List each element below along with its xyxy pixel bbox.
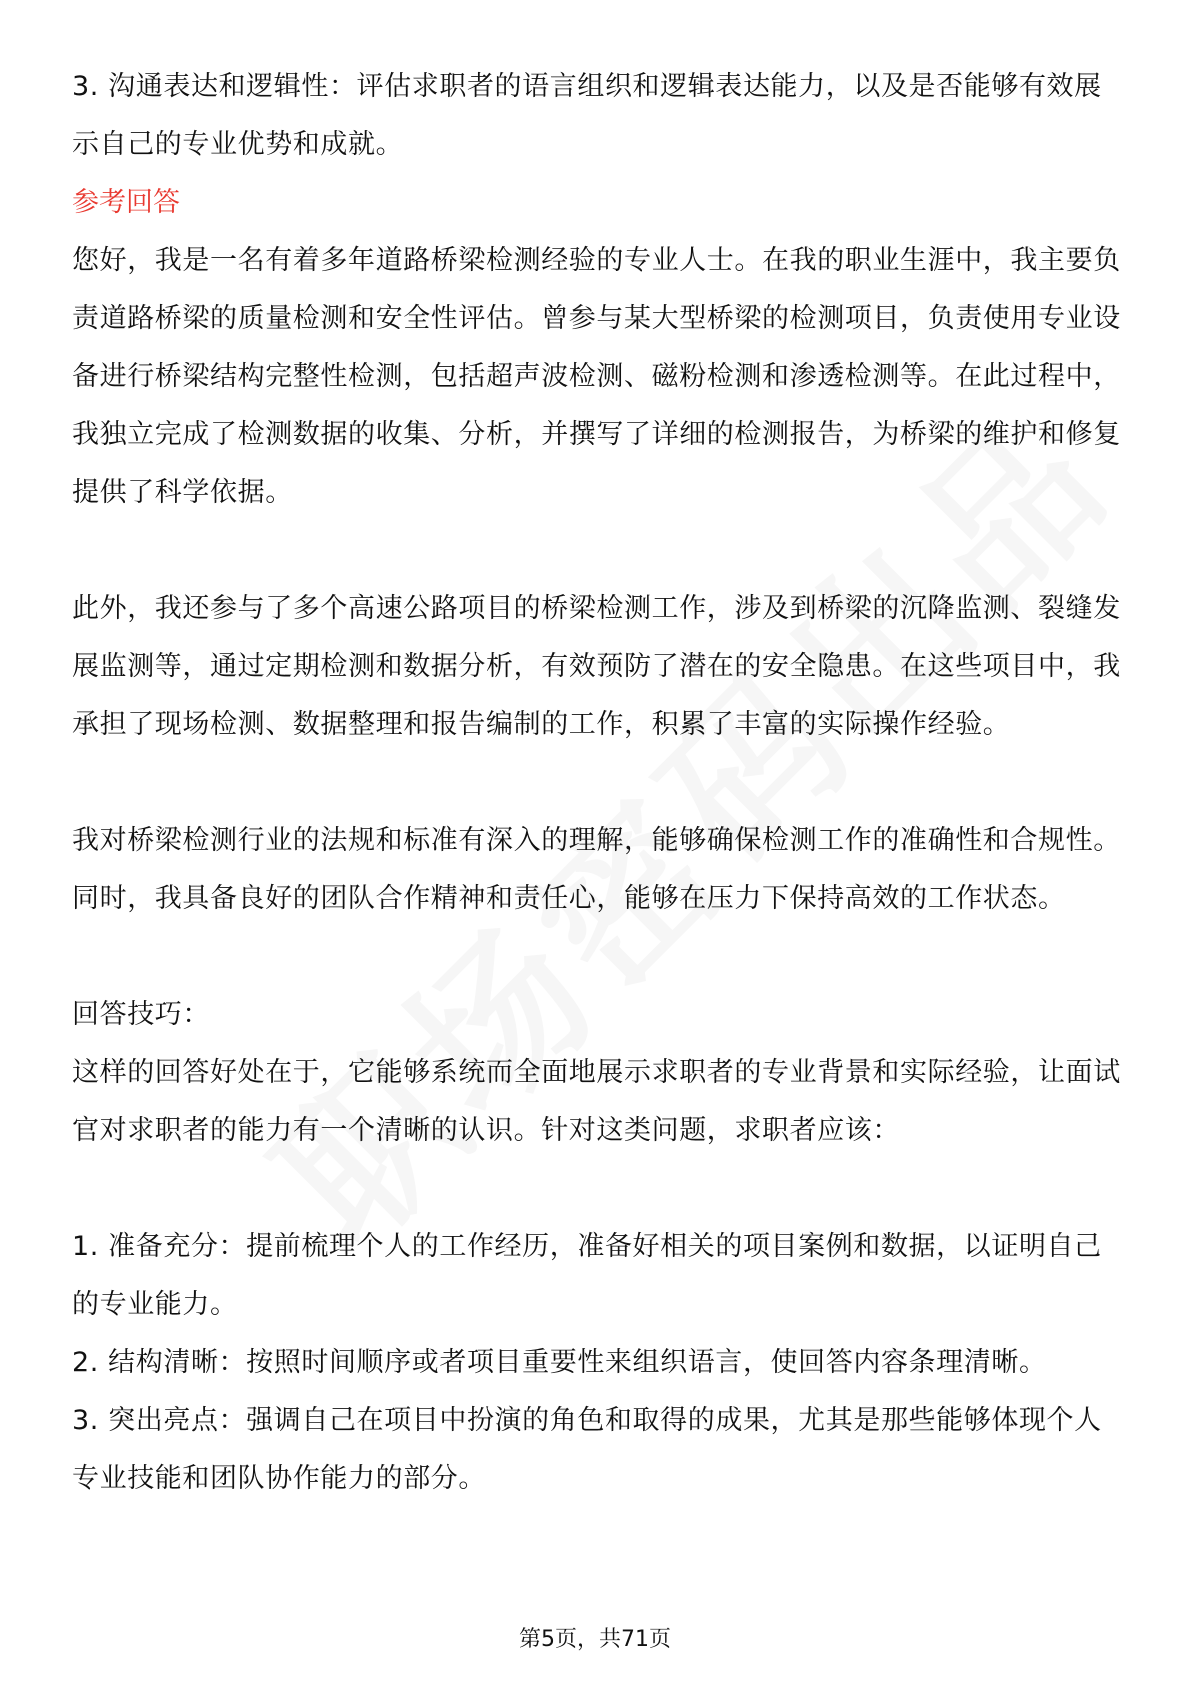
answer-paragraph-2: 此外，我还参与了多个高速公路项目的桥梁检测工作，涉及到桥梁的沉降监测、裂缝发展监测等，通过定期检测和数据分析，有效预防了潜在的安全隐患。在这些项目中，我承担了现场检测、数据整理和报告编制的工作，积累了丰富的实际操作经验。 [72,593,1121,740]
criteria-item-3: 3. 沟通表达和逻辑性：评估求职者的语言组织和逻辑表达能力，以及是否能够有效展示自己的专业优势和成就。 [72,71,1102,160]
tip-item-1: 1. 准备充分：提前梳理个人的工作经历，准备好相关的项目案例和数据，以证明自己的专业能力。 [72,1231,1102,1320]
spacer [72,522,1122,580]
reference-answer-heading: 参考回答 [72,187,180,218]
tips-title: 回答技巧： [72,999,210,1030]
page-number: 第5页，共71页 [519,1627,671,1652]
page-content [72,58,1122,1508]
spacer [72,754,1122,812]
answer-paragraph-1: 您好，我是一名有着多年道路桥梁检测经验的专业人士。在我的职业生涯中，我主要负责道路桥梁的质量检测和安全性评估。曾参与某大型桥梁的检测项目，负责使用专业设备进行桥梁结构完整性检测，包括超声波检测、磁粉检测和渗透检测等。在此过程中，我独立完成了检测数据的收集、分析，并撰写了详细的检测报告，为桥梁的维护和修复提供了科学依据。 [72,245,1121,508]
tip-item-3: 3. 突出亮点：强调自己在项目中扮演的角色和取得的成果，尤其是那些能够体现个人专业技能和团队协作能力的部分。 [72,1405,1102,1494]
tip-item-2: 2. 结构清晰：按照时间顺序或者项目重要性来组织语言，使回答内容条理清晰。 [72,1347,1047,1378]
spacer [72,928,1122,986]
tips-intro: 这样的回答好处在于，它能够系统而全面地展示求职者的专业背景和实际经验，让面试官对求职者的能力有一个清晰的认识。针对这类问题，求职者应该： [72,1057,1121,1146]
spacer [72,1160,1122,1218]
answer-paragraph-3: 我对桥梁检测行业的法规和标准有深入的理解，能够确保检测工作的准确性和合规性。同时，我具备良好的团队合作精神和责任心，能够在压力下保持高效的工作状态。 [72,825,1121,914]
